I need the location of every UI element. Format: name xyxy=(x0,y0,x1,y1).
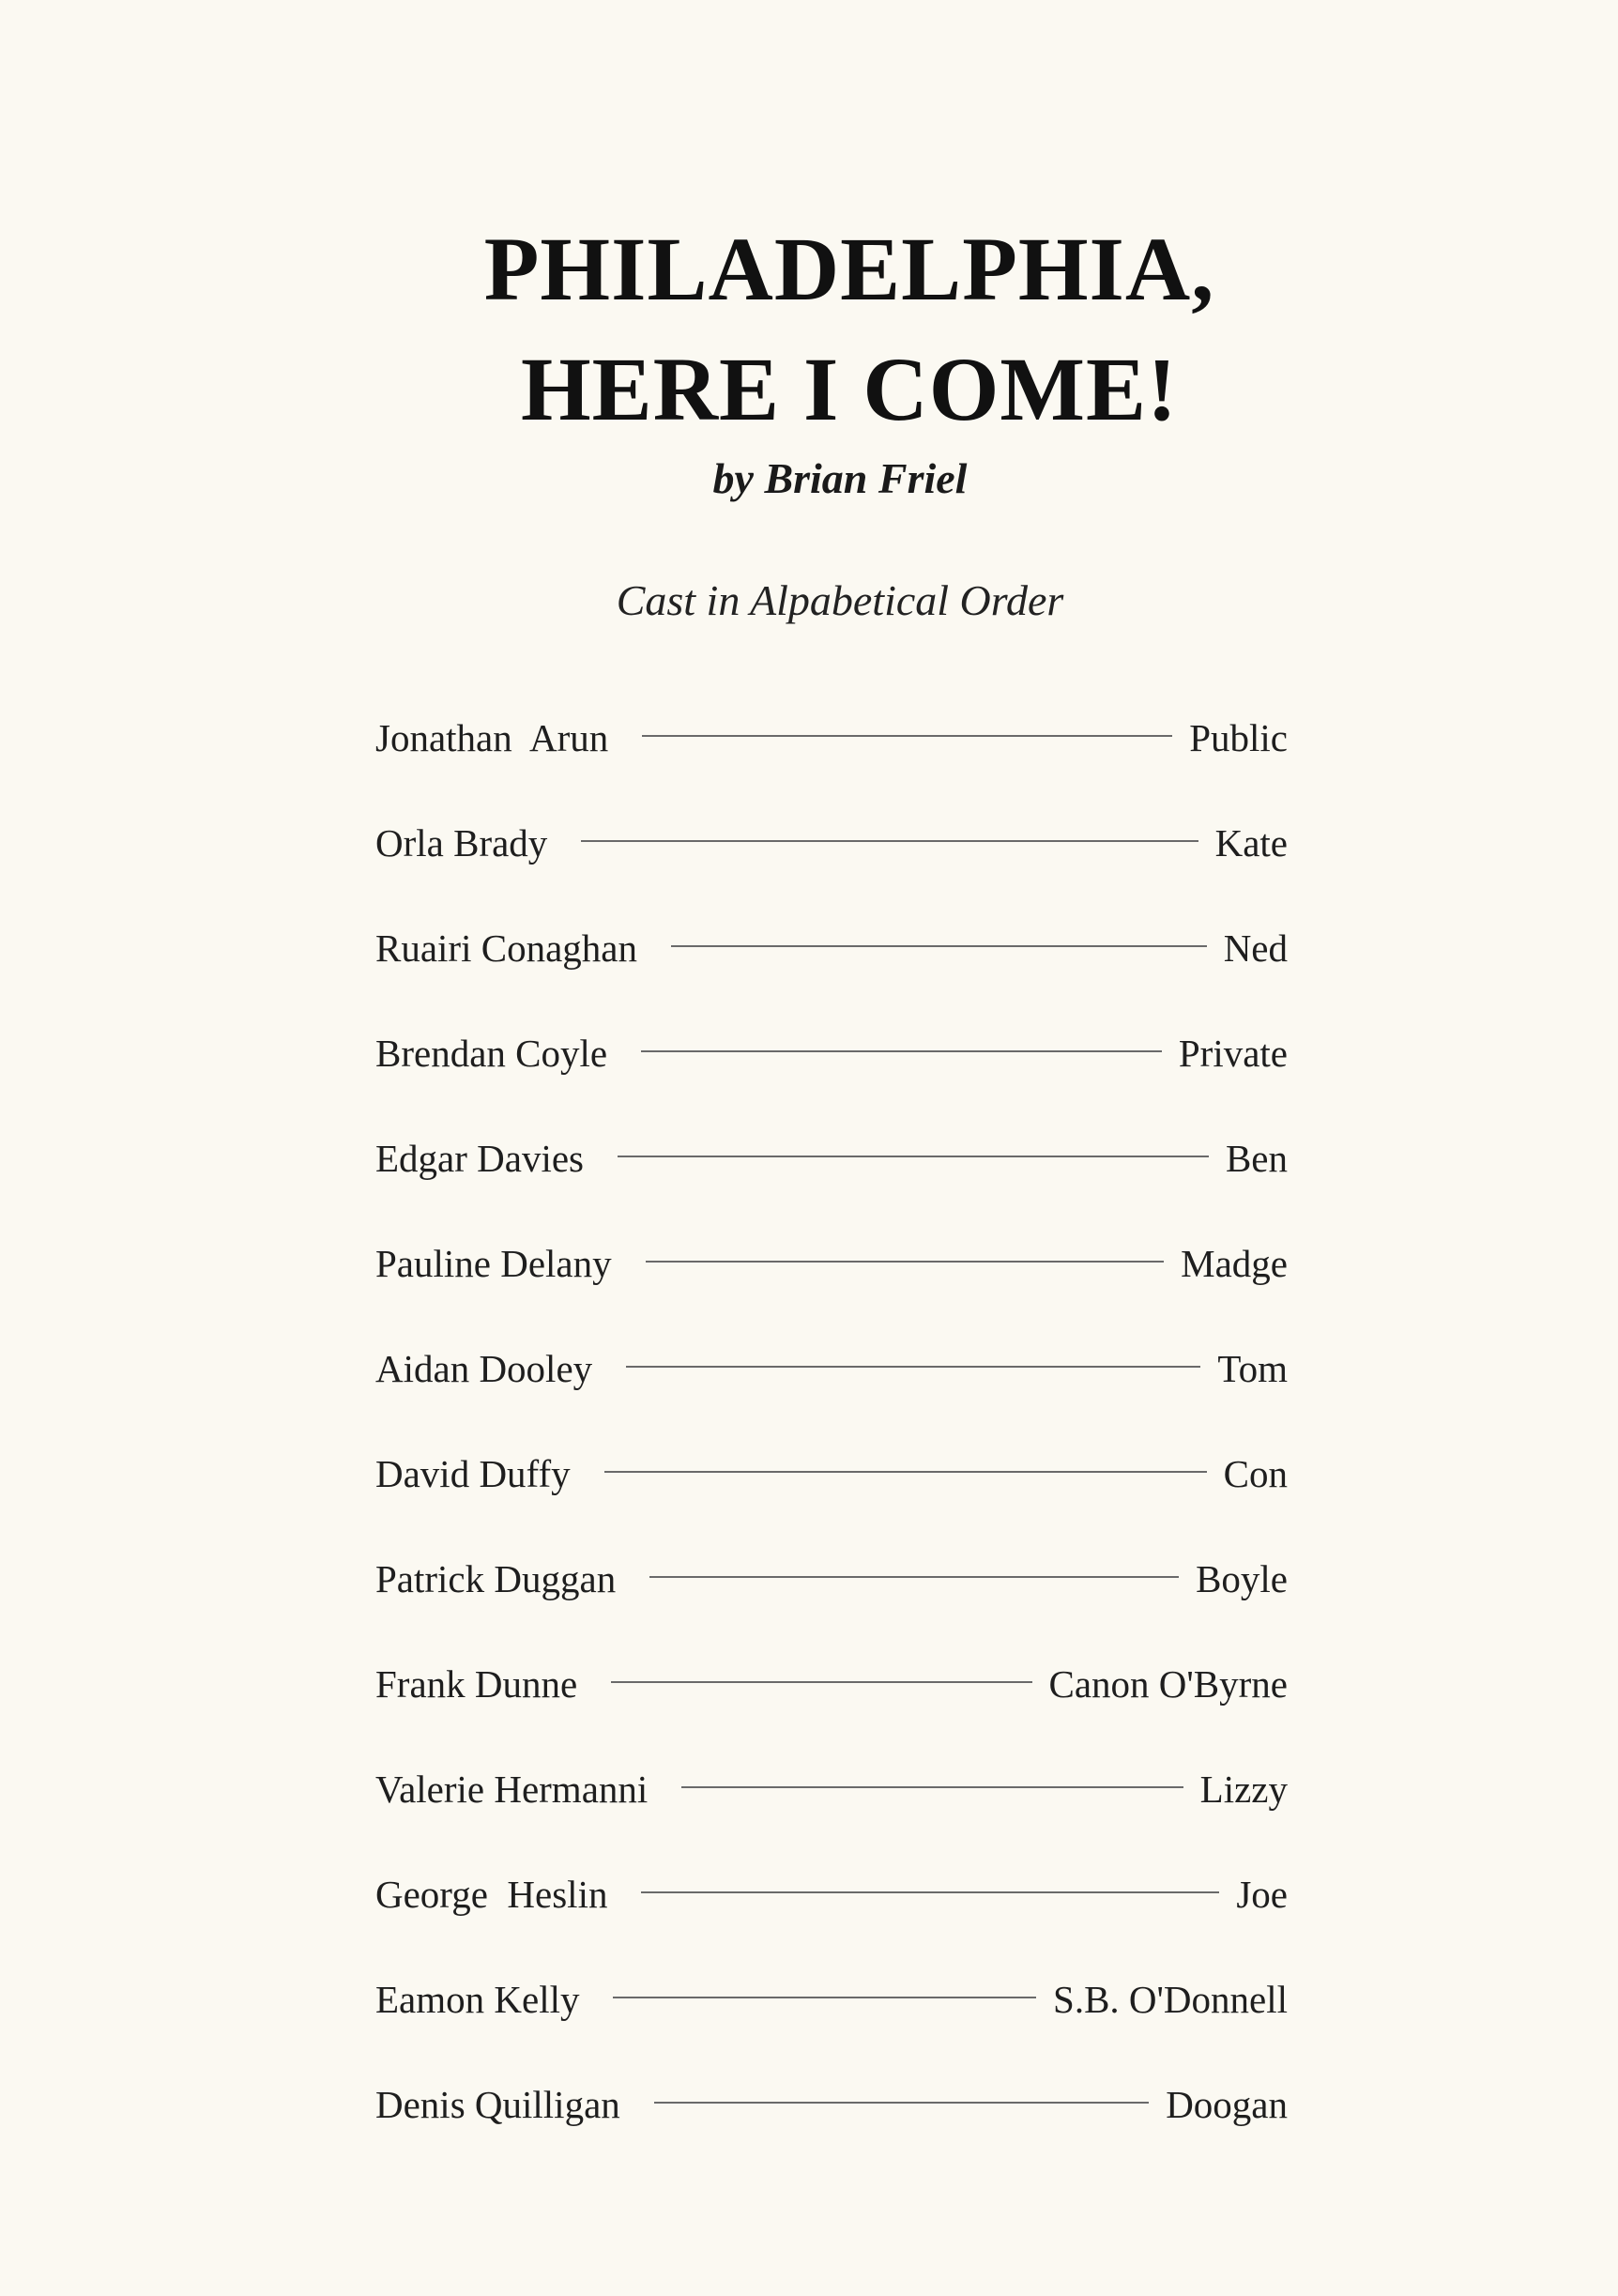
actor-name: Valerie Hermanni xyxy=(375,1768,649,1811)
cast-row xyxy=(375,2052,1288,2157)
cast-row xyxy=(375,1737,1288,1842)
actor-name: Aidan Dooley xyxy=(375,1347,593,1390)
leader-line xyxy=(681,1786,1183,1788)
actor-name: David Duffy xyxy=(375,1452,571,1495)
cast-row xyxy=(375,685,1288,790)
role-name: Ben xyxy=(1225,1137,1288,1180)
leader-line xyxy=(671,945,1207,947)
role-name: Con xyxy=(1223,1452,1288,1495)
role-name: Public xyxy=(1189,716,1288,759)
actor-name: Jonathan Arun xyxy=(375,716,609,759)
role-name: Boyle xyxy=(1196,1557,1288,1600)
leader-line xyxy=(641,1050,1162,1052)
role-name: Joe xyxy=(1236,1873,1288,1916)
role-name: S.B. O'Donnell xyxy=(1053,1978,1288,2021)
cast-row xyxy=(375,790,1288,895)
actor-name: Edgar Davies xyxy=(375,1137,584,1180)
leader-line xyxy=(611,1681,1031,1683)
role-name: Ned xyxy=(1223,926,1288,970)
role-name: Private xyxy=(1178,1032,1288,1075)
cast-row xyxy=(375,1421,1288,1526)
leader-line xyxy=(626,1366,1200,1368)
actor-name: Frank Dunne xyxy=(375,1662,578,1706)
cast-row xyxy=(375,1001,1288,1106)
leader-line xyxy=(654,2102,1149,2104)
role-name: Kate xyxy=(1214,821,1288,865)
actor-name: Brendan Coyle xyxy=(375,1032,608,1075)
cast-row xyxy=(375,1316,1288,1421)
leader-line xyxy=(618,1156,1209,1157)
leader-line xyxy=(642,735,1172,737)
role-name: Tom xyxy=(1217,1347,1288,1390)
cast-list xyxy=(375,685,1288,2157)
cast-row xyxy=(375,895,1288,1001)
actor-name: Orla Brady xyxy=(375,821,548,865)
leader-line xyxy=(646,1261,1165,1263)
author-byline: by Brian Friel xyxy=(712,454,968,502)
leader-line xyxy=(641,1891,1219,1893)
cast-row xyxy=(375,1526,1288,1631)
cast-heading: Cast in Alpabetical Order xyxy=(616,576,1064,624)
leader-line xyxy=(604,1471,1207,1473)
role-name: Lizzy xyxy=(1199,1768,1288,1811)
cast-row xyxy=(375,1106,1288,1211)
actor-name: Ruairi Conaghan xyxy=(375,926,637,970)
actor-name: Denis Quilligan xyxy=(375,2083,620,2126)
role-name: Canon O'Byrne xyxy=(1048,1662,1288,1706)
actor-name: Patrick Duggan xyxy=(375,1557,617,1600)
actor-name: Eamon Kelly xyxy=(375,1978,580,2021)
role-name: Doogan xyxy=(1166,2083,1288,2126)
role-name: Madge xyxy=(1181,1242,1288,1285)
play-title-line-2: HERE I COME! xyxy=(520,339,1179,439)
cast-row xyxy=(375,1842,1288,1947)
actor-name: George Heslin xyxy=(375,1873,608,1916)
leader-line xyxy=(649,1576,1179,1578)
cast-row xyxy=(375,1947,1288,2052)
cast-row xyxy=(375,1211,1288,1316)
actor-name: Pauline Delany xyxy=(375,1242,612,1285)
leader-line xyxy=(613,1997,1036,1998)
cast-row xyxy=(375,1631,1288,1737)
leader-line xyxy=(581,840,1198,842)
play-title-line-1: PHILADELPHIA, xyxy=(483,219,1215,319)
